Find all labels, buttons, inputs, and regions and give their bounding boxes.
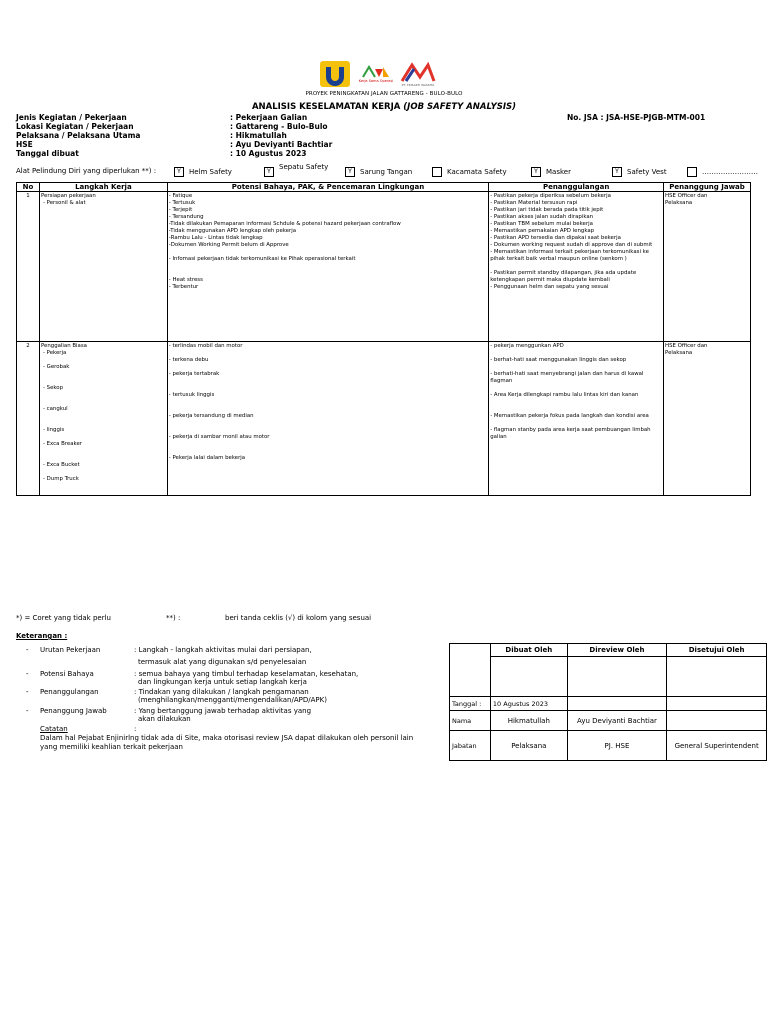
- checkbox[interactable]: [432, 167, 442, 177]
- cell-line: -Dokumen Working Permit belum di Approve: [168, 242, 289, 249]
- bullet: -: [26, 646, 29, 654]
- nama-label: Nama: [450, 711, 491, 731]
- keterangan-term: Penanggulangan: [40, 688, 99, 696]
- cell-line: [169, 378, 487, 385]
- waskita-logo-icon: [400, 61, 436, 83]
- jsa-number: No. JSA : JSA-HSE-PJGB-MTM-001: [567, 113, 706, 122]
- catatan-text: Dalam hal Pejabat Enjinirlng tidak ada di Site, maka otorisasi review JSA dapat dilakukan oleh personil lain yang memiliki keahlian terkait pekerjaan: [40, 734, 414, 751]
- cell-pj: [664, 342, 751, 496]
- logo-caption-2: PT. TRISAKTI WASKITA: [401, 83, 435, 87]
- tanggal-value: 10 Agustus 2023: [490, 697, 567, 711]
- table-row: [17, 192, 751, 342]
- nama-direview: Ayu Deviyanti Bachtiar: [567, 711, 667, 731]
- cell-line: - Dump Truck: [42, 476, 79, 483]
- table-header-row: [17, 183, 751, 192]
- info-label: Jenis Kegiatan / Pekerjaan: [16, 113, 127, 122]
- page-title: ANALISIS KESELAMATAN KERJA (JOB SAFETY ANALYSIS): [251, 102, 517, 112]
- cell-line: [169, 385, 487, 392]
- note-beri-key: **) :: [166, 614, 181, 622]
- cell-line: [41, 392, 166, 399]
- catatan-colon: :: [134, 725, 137, 733]
- cell-langkah: [39, 342, 167, 496]
- cell-line: - flagman stanby pada area kerja saat pembuangan limbah galian: [490, 427, 651, 441]
- cell-line: [169, 263, 487, 270]
- cell-line: - pekerja di sambar monil atau motor: [168, 434, 270, 441]
- cell-line: [490, 420, 662, 427]
- cell-line: [169, 364, 487, 371]
- col-header-pj: Penanggung Jawab: [664, 183, 751, 192]
- cell-line: [169, 249, 487, 256]
- cell-line: - terkena debu: [168, 357, 209, 364]
- company-logos: [318, 58, 450, 90]
- cell-line: [490, 385, 662, 392]
- cell-line: Pelaksana: [665, 200, 693, 207]
- cell-line: [41, 371, 166, 378]
- cell-penanggulangan: [489, 192, 664, 342]
- jabatan-label: Jabatan: [450, 731, 491, 761]
- keterangan-desc: : semua bahaya yang timbul terhadap keselamatan, kesehatan,: [134, 670, 359, 678]
- checkbox[interactable]: [687, 167, 697, 177]
- cell-line: - Memastikan pekerja fokus pada langkah dan kondisi area: [490, 413, 649, 420]
- cell-line: [41, 399, 166, 406]
- cell-line: - Pastikan jari tidak berada pada titik jepit: [490, 207, 604, 214]
- signature-box[interactable]: [490, 657, 567, 697]
- cell-line: -Tidak dilakukan Pemaparan informasi Schdule & potensi hazard pekerjaan contraflow: [168, 221, 401, 228]
- dibuat-header: Dibuat Oleh: [490, 644, 567, 657]
- trisakti-logo-icon: [361, 65, 391, 79]
- cell-line: [490, 399, 662, 406]
- checkbox[interactable]: Y: [612, 167, 622, 177]
- tanggal-label: Tanggal :: [450, 697, 491, 711]
- cell-line: - Pekerja lalai dalam bekerja: [168, 455, 246, 462]
- checkbox[interactable]: Y: [264, 167, 274, 177]
- cell-line: - Pastikan Material tersusun rapi: [490, 200, 578, 207]
- cell-line: - Pastikan akses jalan sudah dirapikan: [490, 214, 594, 221]
- note-coret: *) = Coret yang tidak perlu: [16, 614, 111, 622]
- cell-line: HSE Officer dan: [665, 343, 708, 349]
- cell-line: - Dokumen working request sudah di approve dan di submit: [490, 242, 653, 249]
- direview-header: Direview Oleh: [567, 644, 667, 657]
- keterangan-desc: : Langkah - langkah aktivitas mulai dari persiapan,: [134, 646, 312, 654]
- bullet: -: [26, 670, 29, 678]
- col-header-potensi: Potensi Bahaya, PAK, & Pencemaran Lingkungan: [167, 183, 488, 192]
- cell-line: - berhat-hati saat menggunakan linggis dan sekop: [490, 357, 627, 364]
- info-labels: [16, 113, 236, 158]
- cell-line: [169, 420, 487, 427]
- keterangan-term: Urutan Pekerjaan: [40, 646, 101, 654]
- cell-potensi: [167, 342, 488, 496]
- apd-item-other[interactable]: ……………………: [687, 167, 758, 177]
- info-values: [230, 113, 480, 158]
- cell-line: - Memastikan informasi terkait pekerjaan terkomunikasi ke pihak terkait baik verbal maupun online (senkom ): [490, 249, 649, 263]
- apd-item-kacamata[interactable]: Kacamata Safety: [432, 167, 507, 177]
- cell-line: - Exca Breaker: [42, 441, 83, 448]
- cell-line: - Fatique: [168, 193, 193, 199]
- cell-langkah: [39, 192, 167, 342]
- cell-line: - Infomasi pekerjaan tidak terkomunikasi ke Pihak operasional terkait: [168, 256, 356, 263]
- signature-box[interactable]: [567, 657, 667, 697]
- jabatan-dibuat: Pelaksana: [490, 731, 567, 761]
- jsa-table: [16, 182, 751, 496]
- cell-line: Penggalian Biasa: [40, 343, 87, 349]
- keterangan-term: Penanggung Jawab: [40, 707, 107, 715]
- cell-line: - Sekop: [42, 385, 64, 392]
- info-label: HSE: [16, 140, 33, 149]
- keterangan-desc: (menghilangkan/mengganti/mengendalikan/APD/APK): [138, 696, 327, 704]
- project-name: PROYEK PENINGKATAN JALAN GATTARENG - BULO-BULO: [305, 91, 463, 97]
- info-value: : Hikmatullah: [230, 131, 287, 140]
- keterangan-desc: akan dilakukan: [138, 715, 191, 723]
- cell-line: - Terbentur: [168, 284, 199, 291]
- cell-line: [41, 413, 166, 420]
- info-value: : Ayu Deviyanti Bachtiar: [230, 140, 333, 149]
- cell-line: [490, 364, 662, 371]
- cell-line: [41, 378, 166, 385]
- cell-line: [41, 455, 166, 462]
- cell-line: [169, 448, 487, 455]
- bullet: -: [26, 688, 29, 696]
- cell-line: - Pastikan pekerja diperiksa sebelum bekerja: [490, 193, 611, 199]
- cell-line: - Personil & alat: [42, 200, 86, 207]
- cell-line: - terlindas mobil dan motor: [168, 343, 243, 349]
- jabatan-disetujui: General Superintendent: [667, 731, 767, 761]
- keterangan-desc: : Tindakan yang dilakukan / langkah pengamanan: [134, 688, 309, 696]
- keterangan-desc: : Yang bertanggung jawab terhadap aktivitas yang: [134, 707, 312, 715]
- checkbox[interactable]: Y: [345, 167, 355, 177]
- cell-pj: [664, 192, 751, 342]
- cell-line: [41, 469, 166, 476]
- cell-line: Persiapan pekerjaan: [40, 193, 96, 199]
- checkbox[interactable]: Y: [531, 167, 541, 177]
- keterangan-desc: dan lingkungan kerja untuk setiap langkah kerja: [138, 678, 307, 686]
- apd-label: Alat Pelindung Diri yang diperlukan **) :: [16, 167, 157, 175]
- col-header-langkah: Langkah Kerja: [39, 183, 167, 192]
- cell-line: [169, 350, 487, 357]
- cell-line: - Tersandung: [168, 214, 204, 221]
- info-label: Lokasi Kegiatan / Pekerjaan: [16, 122, 134, 131]
- apd-item-vest[interactable]: Y Safety Vest: [612, 167, 667, 177]
- cell-line: [169, 270, 487, 277]
- disetujui-header: Disetujui Oleh: [667, 644, 767, 657]
- cell-line: [41, 448, 166, 455]
- cell-line: [490, 406, 662, 413]
- cell-line: Pelaksana: [665, 350, 693, 357]
- cell-line: [169, 406, 487, 413]
- keterangan-title: Keterangan :: [16, 632, 68, 640]
- cell-line: - cangkul: [42, 406, 68, 413]
- col-header-no: No: [17, 183, 40, 192]
- catatan-label: Catatan: [40, 725, 68, 733]
- info-value: : Pekerjaan Galian: [230, 113, 308, 122]
- cell-line: [169, 441, 487, 448]
- info-value: : 10 Agustus 2023: [230, 149, 307, 158]
- cell-line: - Pastikan permit standby dilapangan, jika ada update ketengkapan permit maka diupdate kembali: [490, 270, 637, 284]
- table-row: [17, 342, 751, 496]
- cell-line: HSE Officer dan: [665, 193, 708, 199]
- keterangan-term: Potensi Bahaya: [40, 670, 94, 678]
- cell-line: - Memastikan pemakaian APD lengkap: [490, 228, 595, 235]
- col-header-penanggulangan: Penanggulangan: [489, 183, 664, 192]
- cell-penanggulangan: [489, 342, 664, 496]
- info-label: Tanggal dibuat: [16, 149, 79, 158]
- jabatan-direview: PJ. HSE: [567, 731, 667, 761]
- cell-line: - Gerobak: [42, 364, 70, 371]
- keterangan-desc: termasuk alat yang digunakan s/d penyelesaian: [138, 658, 307, 666]
- cell-line: - Terjepit: [168, 207, 193, 214]
- cell-line: - Area Kerja dilengkapi rambu lalu lintas kiri dan kanan: [490, 392, 639, 399]
- cell-potensi: [167, 192, 488, 342]
- bullet: -: [26, 707, 29, 715]
- note-beri: beri tanda ceklis (√) di kolom yang sesuai: [225, 614, 372, 622]
- apd-item-masker[interactable]: Y Masker: [531, 167, 571, 177]
- cell-line: - pekerja menggunkan APD: [490, 343, 564, 349]
- nama-dibuat: Hikmatullah: [490, 711, 567, 731]
- cell-line: - berhati-hati saat menyebrangi jalan dan harus di kawal flagman: [490, 371, 644, 385]
- cell-line: - Heat stress: [168, 277, 203, 284]
- cell-line: [490, 350, 662, 357]
- apd-item-helm[interactable]: Y Helm Safety: [174, 167, 232, 177]
- cell-line: - Pastikan TBM sebelum mulai bekerja: [490, 221, 593, 228]
- pupr-logo-icon: [318, 59, 352, 89]
- cell-line: [41, 420, 166, 427]
- cell-line: - Exca Bucket: [42, 462, 80, 469]
- cell-line: [41, 357, 166, 364]
- cell-line: [169, 427, 487, 434]
- cell-line: -Rambu Lalu - Lintas tidak lengkap: [168, 235, 263, 242]
- logo-caption: Kerja Sama Operasi: [358, 79, 394, 83]
- info-value: : Gattareng - Bulo-Bulo: [230, 122, 328, 131]
- cell-line: - linggis: [42, 427, 65, 434]
- checkbox[interactable]: Y: [174, 167, 184, 177]
- cell-line: - pekerja tersandung di median: [168, 413, 254, 420]
- cell-line: - Pekerja: [42, 350, 67, 357]
- info-label: Pelaksana / Pelaksana Utama: [16, 131, 141, 140]
- apd-item-sarung[interactable]: Y Sarung Tangan: [345, 167, 412, 177]
- cell-line: -Tidak menggunakan APD lengkap oleh pekerja: [168, 228, 297, 235]
- cell-line: - pekerja tertabrak: [168, 371, 220, 378]
- signoff-table: [449, 643, 767, 761]
- cell-line: - Penggunaan helm dan sepatu yang sesuai: [490, 284, 609, 291]
- cell-line: [41, 434, 166, 441]
- apd-item-sepatu[interactable]: Y Sepatu Safety: [264, 163, 328, 177]
- cell-no: 2: [17, 342, 40, 496]
- signature-box[interactable]: [667, 657, 767, 697]
- nama-disetujui: [667, 711, 767, 731]
- cell-line: - Pastikan APD tersedia dan dipakai saat bekerja: [490, 235, 621, 242]
- cell-line: [169, 399, 487, 406]
- cell-line: - Tertusuk: [168, 200, 196, 207]
- cell-no: 1: [17, 192, 40, 342]
- cell-line: - tertusuk linggis: [168, 392, 215, 399]
- cell-line: [490, 263, 662, 270]
